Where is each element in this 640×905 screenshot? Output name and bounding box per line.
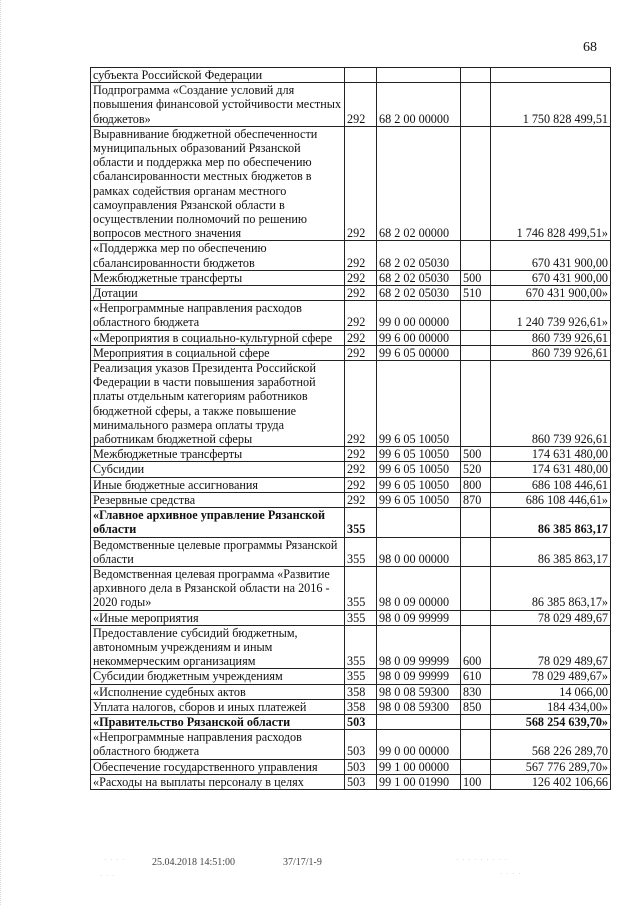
- row-name: Уплата налогов, сборов и иных платежей: [91, 699, 345, 714]
- table-row: [91, 669, 611, 684]
- row-name: «Непрограммные направления расходов областного бюджета: [91, 301, 345, 330]
- table-row: [91, 68, 611, 83]
- row-name: «Непрограммные направления расходов областного бюджета: [91, 730, 345, 759]
- scan-smudge: · · · ·: [104, 856, 126, 864]
- row-target-article: 98 0 09 99999: [377, 625, 461, 669]
- row-admin-code: 292: [345, 462, 377, 477]
- row-name: «Расходы на выплаты персоналу в целях: [91, 774, 345, 789]
- row-target-article: 99 1 00 00000: [377, 759, 461, 774]
- page-edge: [0, 0, 2, 905]
- row-target-article: 99 6 00 00000: [377, 330, 461, 345]
- row-expense-type: [461, 68, 491, 83]
- table-row: [91, 699, 611, 714]
- row-expense-type: [461, 301, 491, 330]
- row-expense-type: [461, 345, 491, 360]
- row-target-article: 99 6 05 10050: [377, 477, 461, 492]
- row-name: «Главное архивное управление Рязанской области: [91, 508, 345, 537]
- table-row: [91, 286, 611, 301]
- row-target-article: 68 2 00 00000: [377, 83, 461, 127]
- row-expense-type: [461, 83, 491, 127]
- row-name: «Иные мероприятия: [91, 610, 345, 625]
- row-target-article: 99 6 05 00000: [377, 345, 461, 360]
- row-admin-code: 355: [345, 537, 377, 566]
- row-target-article: 98 0 09 99999: [377, 669, 461, 684]
- row-amount: [491, 68, 611, 83]
- row-admin-code: 292: [345, 241, 377, 270]
- row-admin-code: 292: [345, 361, 377, 447]
- row-target-article: 98 0 09 00000: [377, 566, 461, 610]
- row-name: «Мероприятия в социально-культурной сфере: [91, 330, 345, 345]
- row-admin-code: 292: [345, 126, 377, 241]
- row-name: Субсидии: [91, 462, 345, 477]
- row-name: Выравнивание бюджетной обеспеченности муниципальных образований Рязанской области и поддержка мер по обеспечению сбалансированности местных бюджетов в рамках содействия органам местного самоуправления Рязанской области в осуществлении полномочий по решению вопросов местного значения: [91, 126, 345, 241]
- row-target-article: [377, 68, 461, 83]
- row-target-article: 68 2 02 05030: [377, 270, 461, 285]
- row-amount: 670 431 900,00: [491, 241, 611, 270]
- budget-table: [90, 67, 611, 790]
- table-row: [91, 537, 611, 566]
- row-amount: 174 631 480,00: [491, 447, 611, 462]
- budget-table-body: [91, 68, 611, 790]
- row-name: Межбюджетные трансферты: [91, 447, 345, 462]
- table-row: [91, 126, 611, 241]
- row-name: Мероприятия в социальной сфере: [91, 345, 345, 360]
- row-target-article: [377, 714, 461, 729]
- row-expense-type: 800: [461, 477, 491, 492]
- row-amount: 86 385 863,17: [491, 508, 611, 537]
- row-admin-code: 292: [345, 345, 377, 360]
- row-target-article: [377, 508, 461, 537]
- table-row: [91, 610, 611, 625]
- row-amount: 568 254 639,70»: [491, 714, 611, 729]
- row-target-article: 99 6 05 10050: [377, 447, 461, 462]
- row-amount: 860 739 926,61: [491, 330, 611, 345]
- row-name: Дотации: [91, 286, 345, 301]
- row-expense-type: 600: [461, 625, 491, 669]
- row-name: субъекта Российской Федерации: [91, 68, 345, 83]
- row-target-article: 68 2 02 05030: [377, 286, 461, 301]
- table-row: [91, 241, 611, 270]
- row-amount: 1 746 828 499,51»: [491, 126, 611, 241]
- row-expense-type: [461, 610, 491, 625]
- row-expense-type: [461, 330, 491, 345]
- row-target-article: 99 0 00 00000: [377, 730, 461, 759]
- row-expense-type: [461, 566, 491, 610]
- table-row: [91, 301, 611, 330]
- table-row: [91, 270, 611, 285]
- table-row: [91, 759, 611, 774]
- row-amount: 184 434,00»: [491, 699, 611, 714]
- row-target-article: 68 2 02 05030: [377, 241, 461, 270]
- table-row: [91, 684, 611, 699]
- row-admin-code: 292: [345, 83, 377, 127]
- row-amount: 78 029 489,67»: [491, 669, 611, 684]
- row-admin-code: 355: [345, 508, 377, 537]
- row-admin-code: 503: [345, 714, 377, 729]
- table-row: [91, 345, 611, 360]
- table-row: [91, 508, 611, 537]
- row-amount: 14 066,00: [491, 684, 611, 699]
- footer-code: 37/17/1-9: [283, 857, 322, 868]
- table-row: [91, 361, 611, 447]
- row-amount: 1 240 739 926,61»: [491, 301, 611, 330]
- row-admin-code: 355: [345, 669, 377, 684]
- row-amount: 686 108 446,61»: [491, 492, 611, 507]
- table-row: [91, 447, 611, 462]
- row-expense-type: 500: [461, 270, 491, 285]
- row-target-article: 98 0 08 59300: [377, 684, 461, 699]
- table-row: [91, 625, 611, 669]
- footer-date: 25.04.2018 14:51:00: [152, 857, 236, 868]
- row-name: Обеспечение государственного управления: [91, 759, 345, 774]
- table-row: [91, 477, 611, 492]
- row-name: Резервные средства: [91, 492, 345, 507]
- row-admin-code: 292: [345, 301, 377, 330]
- row-target-article: 98 0 00 00000: [377, 537, 461, 566]
- table-row: [91, 83, 611, 127]
- row-name: Подпрограмма «Создание условий для повышения финансовой устойчивости местных бюджетов»: [91, 83, 345, 127]
- row-admin-code: 503: [345, 730, 377, 759]
- row-admin-code: 355: [345, 566, 377, 610]
- table-row: [91, 330, 611, 345]
- row-admin-code: 503: [345, 759, 377, 774]
- row-name: Межбюджетные трансферты: [91, 270, 345, 285]
- row-expense-type: 510: [461, 286, 491, 301]
- row-name: «Исполнение судебных актов: [91, 684, 345, 699]
- row-amount: 670 431 900,00»: [491, 286, 611, 301]
- row-amount: 86 385 863,17»: [491, 566, 611, 610]
- row-name: «Правительство Рязанской области: [91, 714, 345, 729]
- row-admin-code: [345, 68, 377, 83]
- row-name: Ведомственная целевая программа «Развитие архивного дела в Рязанской области на 2016 - 2020 годы»: [91, 566, 345, 610]
- row-expense-type: 610: [461, 669, 491, 684]
- row-admin-code: 292: [345, 270, 377, 285]
- row-target-article: 98 0 09 99999: [377, 610, 461, 625]
- row-name: Субсидии бюджетным учреждениям: [91, 669, 345, 684]
- page-number: 68: [583, 40, 597, 55]
- row-admin-code: 292: [345, 447, 377, 462]
- scan-smudge: · · · · · · · · ·: [456, 856, 508, 864]
- row-expense-type: 100: [461, 774, 491, 789]
- scan-smudge: · · ·: [100, 872, 116, 880]
- row-target-article: 99 6 05 10050: [377, 492, 461, 507]
- row-admin-code: 292: [345, 286, 377, 301]
- table-row: [91, 566, 611, 610]
- row-expense-type: [461, 714, 491, 729]
- row-expense-type: [461, 759, 491, 774]
- row-expense-type: [461, 730, 491, 759]
- row-expense-type: 870: [461, 492, 491, 507]
- row-amount: 568 226 289,70: [491, 730, 611, 759]
- row-amount: 1 750 828 499,51: [491, 83, 611, 127]
- row-amount: 860 739 926,61: [491, 345, 611, 360]
- table-row: [91, 714, 611, 729]
- row-expense-type: [461, 361, 491, 447]
- row-target-article: 98 0 08 59300: [377, 699, 461, 714]
- row-admin-code: 292: [345, 492, 377, 507]
- row-admin-code: 503: [345, 774, 377, 789]
- row-target-article: 99 6 05 10050: [377, 361, 461, 447]
- row-target-article: 99 0 00 00000: [377, 301, 461, 330]
- row-amount: 567 776 289,70»: [491, 759, 611, 774]
- row-name: «Поддержка мер по обеспечению сбалансированности бюджетов: [91, 241, 345, 270]
- row-amount: 86 385 863,17: [491, 537, 611, 566]
- row-expense-type: [461, 508, 491, 537]
- row-expense-type: 520: [461, 462, 491, 477]
- row-amount: 126 402 106,66: [491, 774, 611, 789]
- row-amount: 686 108 446,61: [491, 477, 611, 492]
- table-row: [91, 462, 611, 477]
- row-amount: 78 029 489,67: [491, 625, 611, 669]
- row-admin-code: 292: [345, 330, 377, 345]
- row-admin-code: 355: [345, 610, 377, 625]
- row-admin-code: 355: [345, 625, 377, 669]
- row-amount: 860 739 926,61: [491, 361, 611, 447]
- row-expense-type: [461, 241, 491, 270]
- row-target-article: 99 6 05 10050: [377, 462, 461, 477]
- row-name: Реализация указов Президента Российской Федерации в части повышения заработной платы отдельным категориям работников бюджетной сферы, а также повышение минимального размера оплаты труда работникам бюджетной сферы: [91, 361, 345, 447]
- row-expense-type: [461, 537, 491, 566]
- row-amount: 174 631 480,00: [491, 462, 611, 477]
- row-name: Предоставление субсидий бюджетным, автономным учреждениям и иным некоммерческим организациям: [91, 625, 345, 669]
- table-row: [91, 730, 611, 759]
- row-name: Ведомственные целевые программы Рязанской области: [91, 537, 345, 566]
- row-target-article: 99 1 00 01990: [377, 774, 461, 789]
- row-expense-type: 850: [461, 699, 491, 714]
- table-row: [91, 774, 611, 789]
- row-expense-type: [461, 126, 491, 241]
- row-expense-type: 830: [461, 684, 491, 699]
- row-amount: 78 029 489,67: [491, 610, 611, 625]
- table-row: [91, 492, 611, 507]
- row-expense-type: 500: [461, 447, 491, 462]
- row-amount: 670 431 900,00: [491, 270, 611, 285]
- row-target-article: 68 2 02 00000: [377, 126, 461, 241]
- row-admin-code: 358: [345, 699, 377, 714]
- scan-smudge: · · · ·: [500, 870, 522, 878]
- row-admin-code: 358: [345, 684, 377, 699]
- row-admin-code: 292: [345, 477, 377, 492]
- row-name: Иные бюджетные ассигнования: [91, 477, 345, 492]
